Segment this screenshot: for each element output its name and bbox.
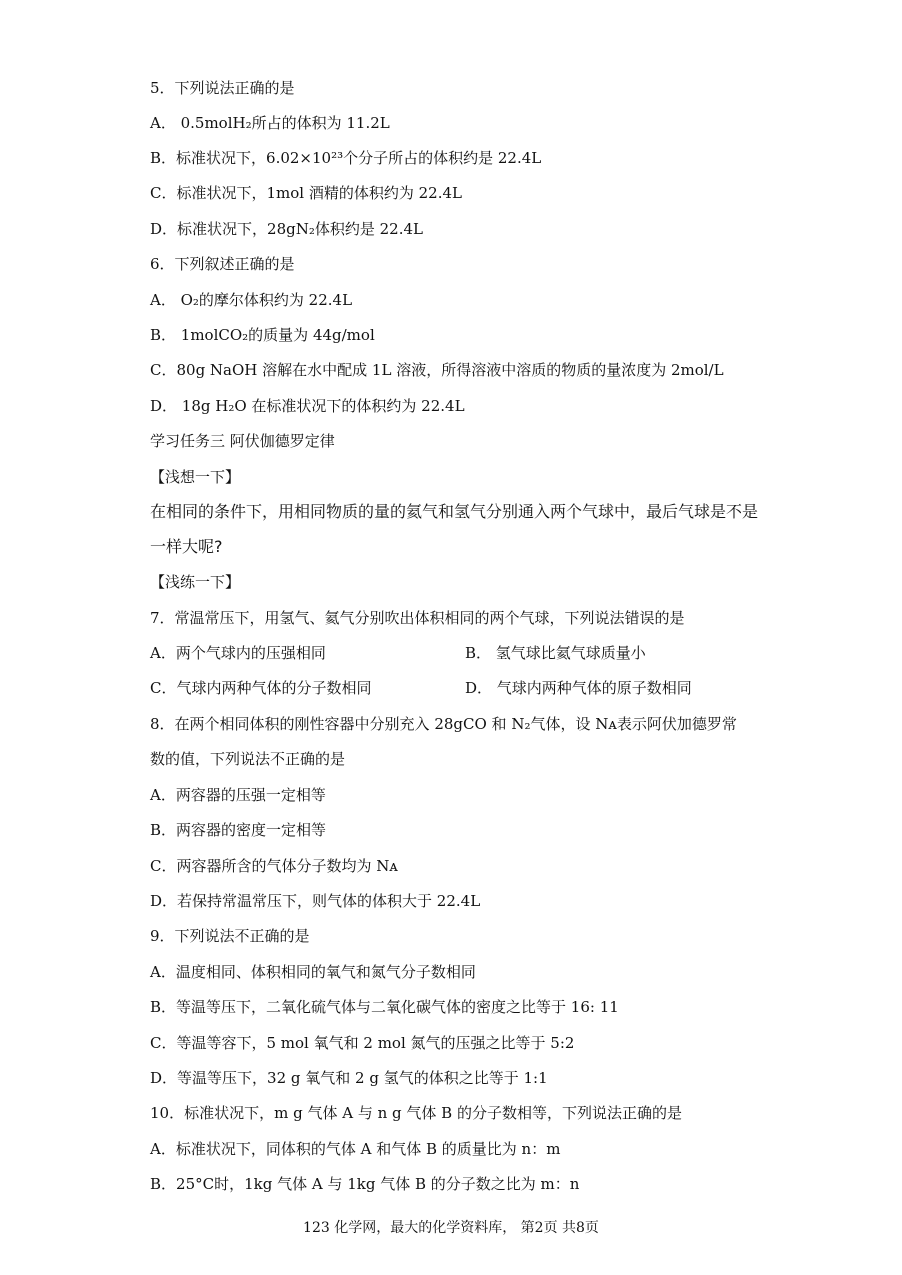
- q9-option-c: C．等温等容下，5 mol 氧气和 2 mol 氮气的压强之比等于 5:2: [150, 1034, 575, 1052]
- q5-option-a: A． 0.5molH₂所占的体积为 11.2L: [150, 114, 390, 132]
- think-text-line1: 在相同的条件下，用相同物质的量的氦气和氢气分别通入两个气球中，最后气球是不是: [150, 502, 759, 521]
- q5-option-d: D．标准状况下，28gN₂体积约是 22.4L: [150, 220, 423, 238]
- q6-option-b: B． 1molCO₂的质量为 44g/mol: [150, 326, 375, 344]
- q5-stem: 5．下列说法正确的是: [150, 79, 295, 97]
- q10-option-a: A．标准状况下，同体积的气体 A 和气体 B 的质量比为 n：m: [150, 1140, 561, 1158]
- q8-option-a: A．两容器的压强一定相等: [150, 786, 326, 804]
- q8-option-b: B．两容器的密度一定相等: [150, 821, 327, 839]
- page-footer: 123 化学网，最大的化学资料库， 第2页 共8页: [303, 1220, 599, 1236]
- q7-stem: 7．常温常压下，用氢气、氦气分别吹出体积相同的两个气球，下列说法错误的是: [150, 609, 685, 627]
- q9-option-d: D．等温等压下，32 g 氧气和 2 g 氢气的体积之比等于 1:1: [150, 1069, 548, 1087]
- q7-option-b: B． 氢气球比氦气球质量小: [465, 644, 646, 662]
- q8-option-d: D．若保持常温常压下，则气体的体积大于 22.4L: [150, 892, 481, 910]
- q6-option-c: C．80g NaOH 溶解在水中配成 1L 溶液，所得溶液中溶质的物质的量浓度为 2mol/L: [150, 361, 724, 379]
- q7-option-a: A．两个气球内的压强相同: [150, 644, 326, 662]
- q5-option-c: C．标准状况下，1mol 酒精的体积约为 22.4L: [150, 184, 462, 202]
- q10-stem: 10．标准状况下，m g 气体 A 与 n g 气体 B 的分子数相等，下列说法正确的是: [150, 1104, 682, 1122]
- q5-option-b: B．标准状况下，6.02×10²³个分子所占的体积约是 22.4L: [150, 149, 542, 167]
- q9-option-a: A．温度相同、体积相同的氧气和氮气分子数相同: [150, 963, 476, 981]
- q9-option-b: B．等温等压下，二氧化硫气体与二氧化碳气体的密度之比等于 16: 11: [150, 998, 619, 1016]
- q10-option-b: B．25°C时，1kg 气体 A 与 1kg 气体 B 的分子数之比为 m：n: [150, 1175, 580, 1193]
- q6-option-a: A． O₂的摩尔体积约为 22.4L: [150, 291, 353, 309]
- q8-option-c: C．两容器所含的气体分子数均为 Nᴀ: [150, 857, 398, 875]
- think-text-line2: 一样大呢?: [150, 537, 223, 556]
- q6-stem: 6．下列叙述正确的是: [150, 255, 295, 273]
- q8-stem-line2: 数的值，下列说法不正确的是: [150, 750, 346, 768]
- section-heading: 学习任务三 阿伏伽德罗定律: [150, 432, 335, 450]
- q7-option-d: D． 气球内两种气体的原子数相同: [465, 679, 692, 697]
- q9-stem: 9．下列说法不正确的是: [150, 927, 310, 945]
- think-heading: 【浅想一下】: [150, 468, 241, 486]
- q6-option-d: D． 18g H₂O 在标准状况下的体积约为 22.4L: [150, 397, 465, 415]
- q8-stem-line1: 8．在两个相同体积的刚性容器中分别充入 28gCO 和 N₂气体，设 Nᴀ表示阿伏加德罗常: [150, 715, 737, 733]
- q7-option-c: C．气球内两种气体的分子数相同: [150, 679, 372, 697]
- practice-heading: 【浅练一下】: [150, 573, 241, 591]
